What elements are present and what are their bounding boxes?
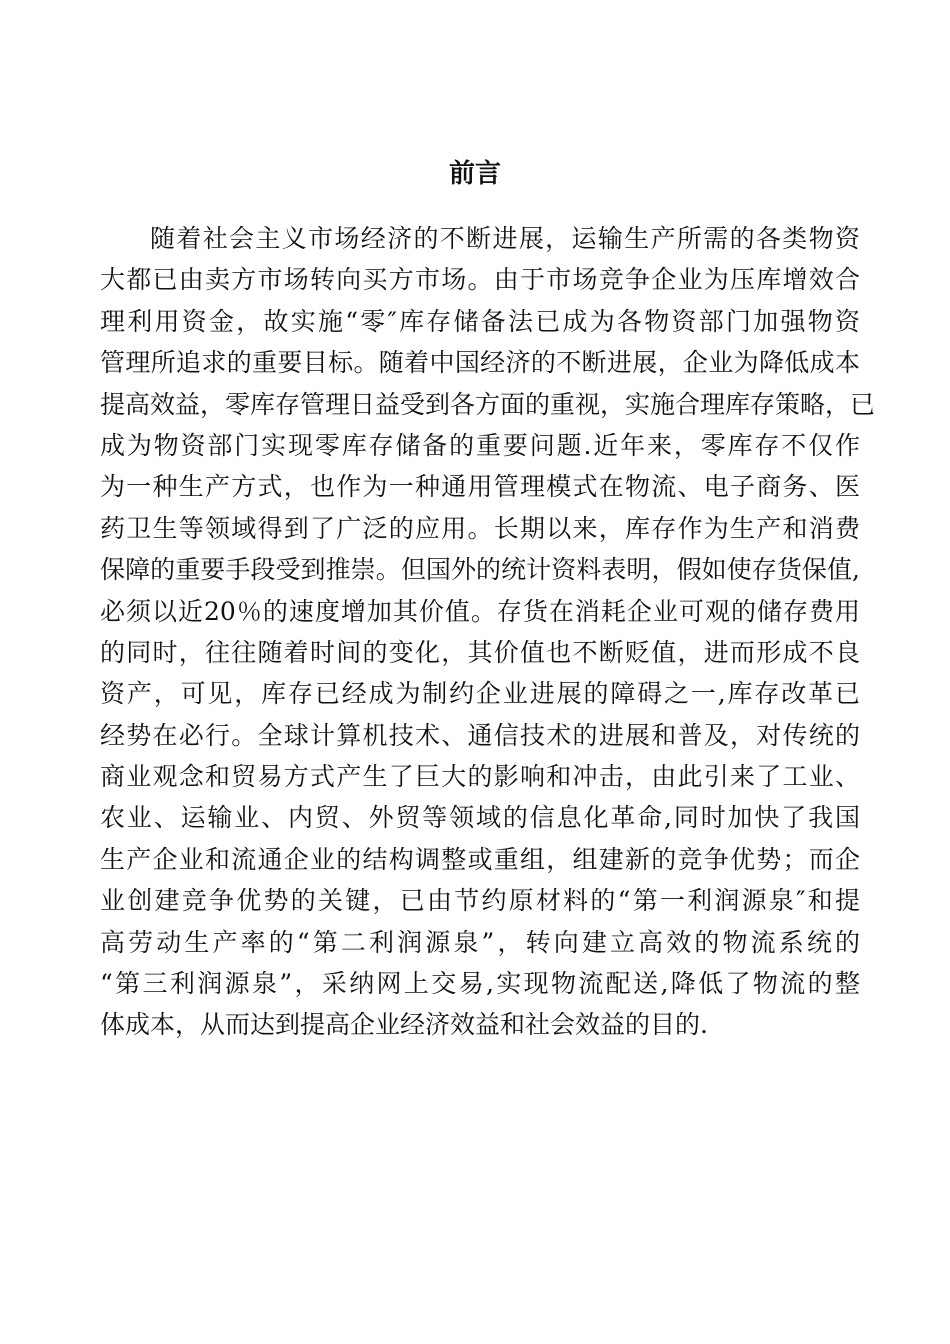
paragraph-line: 业创建竞争优势的关键，已由节约原材料的“第一利润源泉″和提	[100, 886, 860, 916]
paragraph-line: 体成本，从而达到提高企业经济效益和社会效益的目的.	[100, 1010, 708, 1040]
page-title: 前言	[448, 159, 501, 189]
paragraph-line: 的同时，往往随着时间的变化，其价值也不断贬值，进而形成不良	[100, 637, 860, 667]
paragraph-line: 商业观念和贸易方式产生了巨大的影响和冲击，由此引来了工业、	[100, 762, 860, 792]
paragraph-line: 经势在必行。全球计算机技术、通信技术的进展和普及，对传统的	[100, 720, 860, 750]
paragraph-line: 成为物资部门实现零库存储备的重要问题.近年来，零库存不仅作	[100, 430, 860, 460]
paragraph-line: 大都已由卖方市场转向买方市场。由于市场竞争企业为压库增效合	[100, 265, 860, 295]
paragraph-line: 理利用资金，故实施“零″库存储备法已成为各物资部门加强物资	[100, 306, 860, 336]
paragraph-line: 管理所追求的重要目标。随着中国经济的不断进展，企业为降低成本	[100, 348, 860, 378]
paragraph-line: 生产企业和流通企业的结构调整或重组，组建新的竞争优势；而企	[100, 844, 860, 874]
paragraph-line: 随着社会主义市场经济的不断进展，运输生产所需的各类物资	[150, 224, 860, 253]
paragraph-line: 药卫生等领域得到了广泛的应用。长期以来，库存作为生产和消费	[100, 513, 860, 543]
body-paragraph	[100, 218, 876, 1046]
paragraph-line: 必须以近20％的速度增加其价值。存货在消耗企业可观的储存费用	[100, 596, 860, 626]
paragraph-line: 资产，可见，库存已经成为制约企业进展的障碍之一,库存改革已	[100, 679, 860, 709]
paragraph-line: 农业、运输业、内贸、外贸等领域的信息化革命,同时加快了我国	[100, 803, 860, 833]
paragraph-line: 高劳动生产率的“第二利润源泉”，转向建立高效的物流系统的	[100, 927, 860, 957]
paragraph-line: “第三利润源泉”，采纳网上交易,实现物流配送,降低了物流的整	[100, 969, 860, 999]
paragraph-line: 为一种生产方式，也作为一种通用管理模式在物流、电子商务、医	[100, 472, 860, 502]
paragraph-line: 保障的重要手段受到推崇。但国外的统计资料表明，假如使存货保值,	[100, 555, 860, 585]
paragraph-line: 提高效益，零库存管理日益受到各方面的重视，实施合理库存策略，已	[100, 389, 876, 419]
